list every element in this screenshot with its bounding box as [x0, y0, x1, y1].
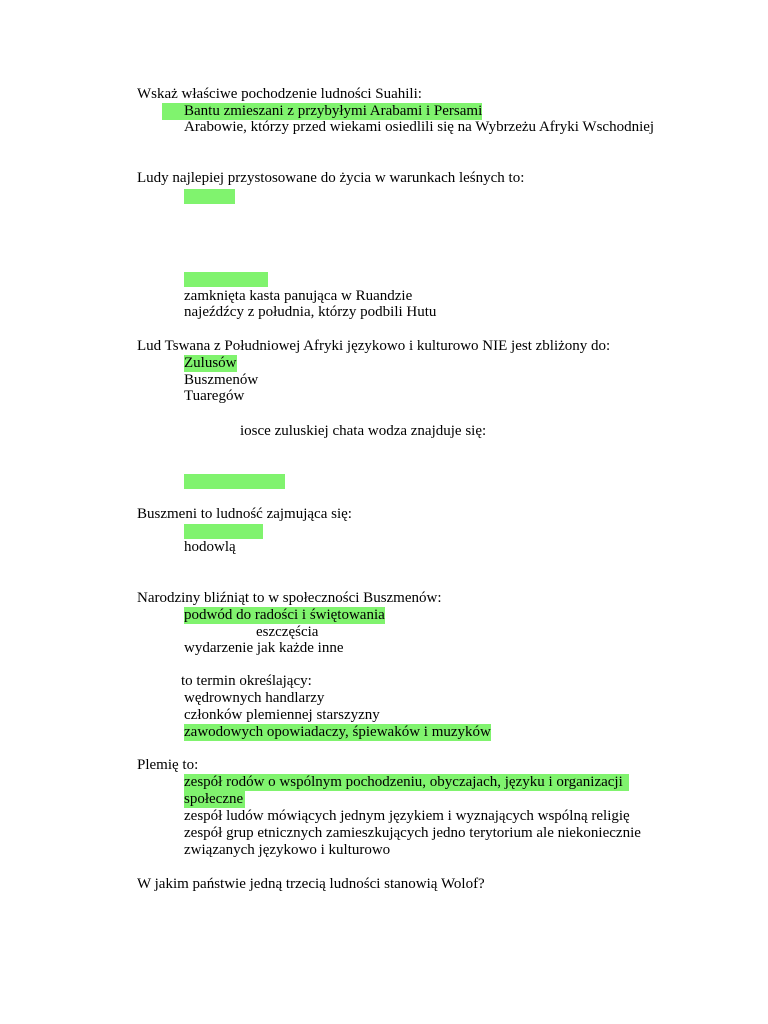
answer-9-3-line1: zespół grup etnicznych zamieszkujących jedno terytorium ale niekoniecznie: [184, 825, 641, 841]
answer-3-2: najeźdźcy z południa, którzy podbili Hutu: [184, 304, 437, 320]
question-6-text: Buszmeni to ludność zajmująca się:: [137, 506, 352, 522]
answer-7-3: wydarzenie jak każde inne: [184, 640, 344, 656]
answer-9-1-line2-highlighted: społeczne: [184, 791, 244, 807]
answer-4-2: Buszmenów: [184, 372, 259, 388]
question-1-text: Wskaż właściwe pochodzenie ludności Suahili:: [137, 86, 422, 102]
question-2-text: Ludy najlepiej przystosowane do życia w warunkach leśnych to:: [137, 170, 525, 186]
answer-1-1-highlighted: Bantu zmieszani z przybyłymi Arabami i Persami: [162, 103, 482, 120]
answer-9-2: zespół ludów mówiących jednym językiem i wyznających wspólną religię: [184, 808, 630, 824]
answer-7-2-fragment: eszczęścia: [256, 624, 319, 640]
answer-7-1-highlighted: podwód do radości i świętowania: [184, 607, 385, 623]
answer-4-1-highlighted: Zulusów: [184, 355, 237, 371]
highlighted-redaction-4: [184, 524, 263, 539]
answer-3-1: zamknięta kasta panująca w Ruandzie: [184, 288, 413, 304]
answer-1-2: Arabowie, którzy przed wiekami osiedlili się na Wybrzeżu Afryki Wschodniej: [184, 119, 655, 135]
highlighted-redaction-1: [184, 189, 235, 204]
question-9-text: Plemię to:: [137, 757, 199, 773]
answer-6-2: hodowlą: [184, 539, 236, 555]
answer-9-1-line1-highlighted: zespół rodów o wspólnym pochodzeniu, obyczajach, języku i organizacji: [184, 774, 629, 791]
highlighted-redaction-2: [184, 272, 268, 287]
question-8-fragment: to termin określający:: [181, 673, 312, 689]
answer-8-3-highlighted: zawodowych opowiadaczy, śpiewaków i muzyków: [184, 724, 491, 740]
answer-8-2: członków plemiennej starszyzny: [184, 707, 380, 723]
answer-4-3: Tuaregów: [184, 388, 245, 404]
question-7-text: Narodziny bliźniąt to w społeczności Buszmenów:: [137, 590, 442, 606]
question-5-fragment: iosce zuluskiej chata wodza znajduje się:: [240, 423, 487, 439]
highlighted-redaction-3: [184, 474, 285, 489]
question-10-text: W jakim państwie jedną trzecią ludności stanowią Wolof?: [137, 876, 485, 892]
question-4-text: Lud Tswana z Południowej Afryki językowo i kulturowo NIE jest zbliżony do:: [137, 338, 611, 354]
answer-8-1: wędrownych handlarzy: [184, 690, 325, 706]
answer-9-3-line2: związanych językowo i kulturowo: [184, 842, 391, 858]
